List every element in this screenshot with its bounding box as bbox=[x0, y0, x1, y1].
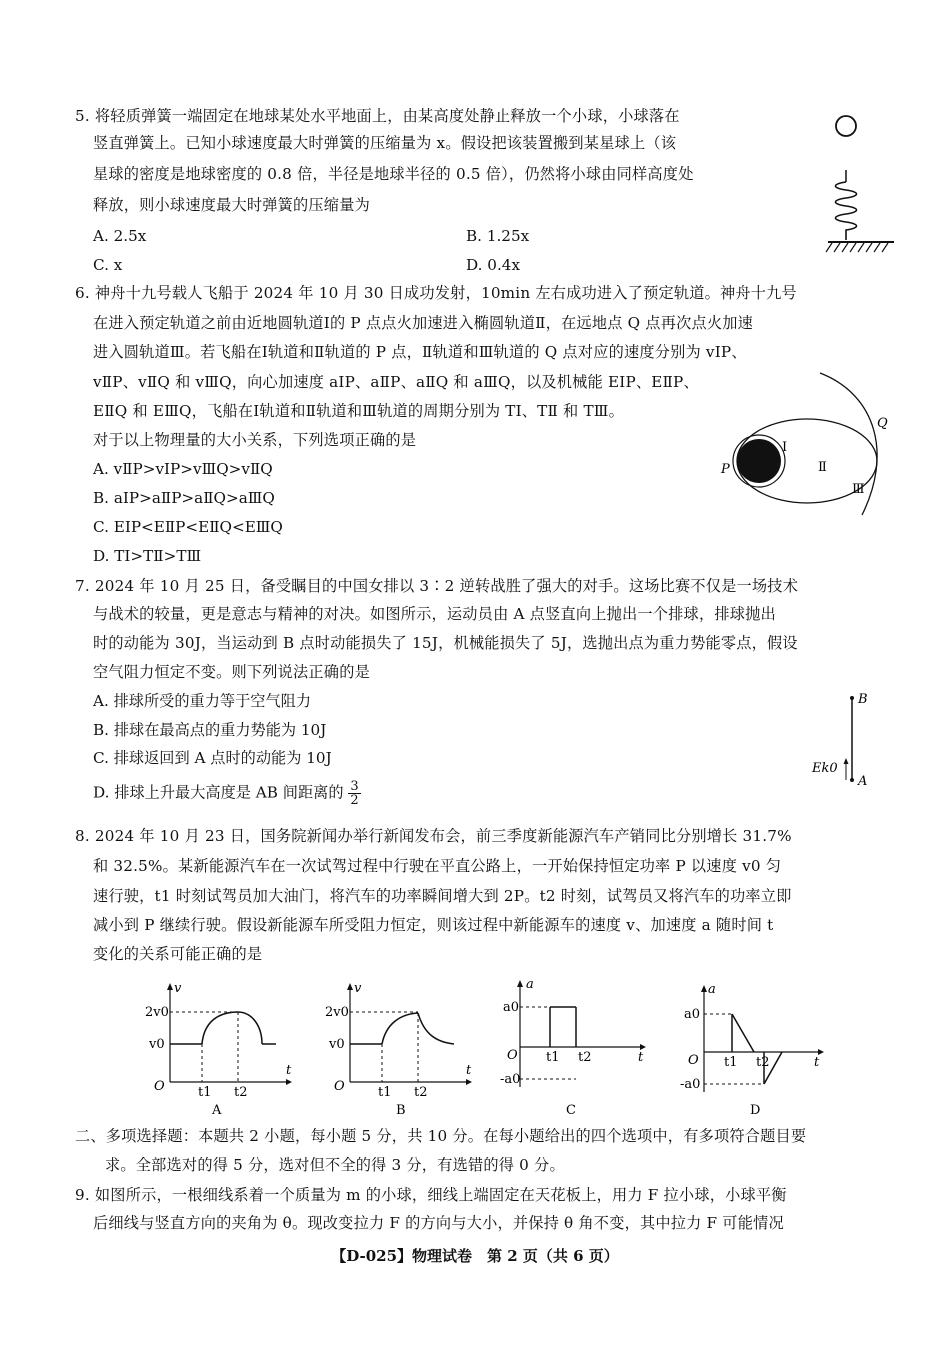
q6-option-a: A. vⅡP>vⅠP>vⅢQ>vⅡQ bbox=[93, 460, 273, 478]
q7-line-4: 空气阻力恒定不变。则下列说法正确的是 bbox=[93, 663, 370, 681]
spring-icon bbox=[836, 182, 857, 240]
q5-line-3: 星球的密度是地球密度的 0.8 倍，半径是地球半径的 0.5 倍），仍然将小球由同样高度处 bbox=[93, 165, 694, 183]
q7-fraction-numerator: 3 bbox=[350, 779, 359, 794]
label-t1: t1 bbox=[546, 1050, 560, 1065]
q7-option-c: C. 排球返回到 A 点时的动能为 10J bbox=[93, 749, 332, 767]
q5-option-c: C. x bbox=[93, 256, 123, 274]
q6-line-2: 在进入预定轨道之前由近地圆轨道Ⅰ的 P 点点火加速进入椭圆轨道Ⅱ，在远地点 Q 点再次点火加速 bbox=[93, 314, 754, 332]
label-t1: t1 bbox=[198, 1085, 212, 1100]
q7-option-a: A. 排球所受的重力等于空气阻力 bbox=[93, 692, 312, 710]
label-o: O bbox=[154, 1079, 165, 1094]
q6-line-3: 进入圆轨道Ⅲ。若飞船在Ⅰ轨道和Ⅱ轨道的 P 点，Ⅱ轨道和Ⅲ轨道的 Q 点对应的速度分别为 vⅠP、 bbox=[93, 343, 747, 361]
page-footer: 【D-025】物理试卷 第 2 页（共 6 页） bbox=[331, 1247, 619, 1265]
q5-option-b: B. 1.25x bbox=[466, 227, 530, 245]
label-ek0: Ek0 bbox=[812, 761, 838, 776]
q6-line-1: 6. 神舟十九号载人飞船于 2024 年 10 月 30 日成功发射，10min 左右成功进入了预定轨道。神舟十九号 bbox=[75, 284, 797, 302]
label-a: a bbox=[708, 982, 716, 997]
label-a: A bbox=[858, 774, 868, 789]
q5-spring-figure bbox=[822, 110, 902, 265]
earth-icon bbox=[737, 439, 781, 483]
label-o: O bbox=[507, 1048, 518, 1063]
label-t2: t2 bbox=[578, 1050, 592, 1065]
q6-option-c: C. EⅠP<EⅡP<EⅡQ<EⅢQ bbox=[93, 518, 283, 536]
label-a: a bbox=[526, 977, 534, 992]
q6-option-b: B. aⅠP>aⅡP>aⅡQ>aⅢQ bbox=[93, 489, 275, 507]
label-t: t bbox=[466, 1063, 472, 1078]
q6-line-4: vⅡP、vⅡQ 和 vⅢQ，向心加速度 aⅠP、aⅡP、aⅡQ 和 aⅢQ，以及机械能 EⅠP、EⅡP、 bbox=[93, 373, 699, 391]
q9-line-1: 9. 如图所示，一根细线系着一个质量为 m 的小球，细线上端固定在天花板上，用力 F 拉小球，小球平衡 bbox=[75, 1186, 787, 1204]
label-t: t bbox=[286, 1063, 292, 1078]
q8-line-2: 和 32.5%。某新能源汽车在一次试驾过程中行驶在平直公路上，一开始保持恒定功率 P 以速度 v0 匀 bbox=[93, 857, 782, 875]
q9-line-2: 后细线与竖直方向的夹角为 θ。现改变拉力 F 的方向与大小，并保持 θ 角不变，其中拉力 F 可能情况 bbox=[93, 1214, 784, 1232]
q8-line-5: 变化的关系可能正确的是 bbox=[93, 945, 263, 963]
q5-option-a: A. 2.5x bbox=[93, 227, 147, 245]
arrow-up-icon bbox=[844, 758, 849, 764]
q6-option-d: D. TⅠ>TⅡ>TⅢ bbox=[93, 547, 202, 565]
graph-letter-c: C bbox=[566, 1103, 576, 1118]
q7-line-1: 7. 2024 年 10 月 25 日，备受瞩目的中国女排以 3∶2 逆转战胜了强大的对手。这场比赛不仅是一场技术 bbox=[75, 577, 799, 595]
orbit-3-arc bbox=[820, 373, 877, 515]
q7-option-d bbox=[93, 780, 361, 807]
label-neg-a0: -a0 bbox=[500, 1072, 521, 1087]
q8-graph-b bbox=[320, 978, 480, 1118]
label-o: O bbox=[688, 1053, 699, 1068]
label-o: O bbox=[334, 1079, 345, 1094]
label-b: B bbox=[858, 692, 868, 707]
section-2-line-1: 二、多项选择题：本题共 2 小题，每小题 5 分，共 10 分。在每小题给出的四个选项中，有多项符合题目要 bbox=[75, 1127, 807, 1145]
label-v0: v0 bbox=[149, 1037, 165, 1052]
q6-line-5: EⅡQ 和 EⅢQ，飞船在Ⅰ轨道和Ⅱ轨道和Ⅲ轨道的周期分别为 TⅠ、TⅡ 和 TⅢ。 bbox=[93, 402, 625, 420]
section-2-line-2: 求。全部选对的得 5 分，选对但不全的得 3 分，有选错的得 0 分。 bbox=[105, 1156, 565, 1174]
graph-letter-a: A bbox=[212, 1103, 222, 1118]
label-2v0: 2v0 bbox=[145, 1005, 169, 1020]
graph-letter-b: B bbox=[396, 1103, 406, 1118]
label-v0: v0 bbox=[329, 1037, 345, 1052]
label-t1: t1 bbox=[724, 1055, 738, 1070]
label-p: P bbox=[721, 462, 730, 477]
label-t: t bbox=[638, 1050, 644, 1065]
q8-line-3: 速行驶，t1 时刻试驾员加大油门，将汽车的功率瞬间增大到 2P。t2 时刻，试驾员又将汽车的功率立即 bbox=[93, 887, 792, 905]
q5-line-1: 5. 将轻质弹簧一端固定在地球某处水平地面上，由某高度处静止释放一个小球，小球落在 bbox=[75, 107, 680, 125]
q8-line-4: 减小到 P 继续行驶。假设新能源车所受阻力恒定，则该过程中新能源车的速度 v、加速度 a 随时间 t bbox=[93, 916, 774, 934]
label-t2: t2 bbox=[756, 1055, 770, 1070]
q6-orbit-figure bbox=[712, 365, 902, 525]
label-orbit-2: Ⅱ bbox=[818, 460, 827, 475]
label-q: Q bbox=[877, 416, 888, 431]
label-orbit-3: Ⅲ bbox=[852, 482, 865, 497]
label-a0: a0 bbox=[503, 1000, 520, 1015]
label-t2: t2 bbox=[414, 1085, 428, 1100]
label-t: t bbox=[814, 1055, 820, 1070]
label-neg-a0: -a0 bbox=[680, 1077, 701, 1092]
label-orbit-1: Ⅰ bbox=[782, 440, 788, 455]
q8-graph-d bbox=[680, 980, 840, 1120]
q7-throw-figure bbox=[808, 688, 878, 793]
q7-option-d-text: D. 排球上升最大高度是 AB 间距离的 bbox=[93, 783, 344, 802]
q7-line-2: 与战术的较量，更是意志与精神的对决。如图所示，运动员由 A 点竖直向上抛出一个排球，排球抛出 bbox=[93, 605, 776, 623]
label-t1: t1 bbox=[378, 1085, 392, 1100]
ball-icon bbox=[836, 116, 856, 136]
label-t2: t2 bbox=[234, 1085, 248, 1100]
q7-option-b: B. 排球在最高点的重力势能为 10J bbox=[93, 721, 327, 739]
label-v: v bbox=[174, 981, 182, 996]
q8-graph-c bbox=[500, 975, 660, 1118]
q8-line-1: 8. 2024 年 10 月 23 日，国务院新闻办举行新闻发布会，前三季度新能源汽车产销同比分别增长 31.7% bbox=[75, 827, 792, 845]
q7-fraction bbox=[348, 780, 360, 807]
q6-line-6: 对于以上物理量的大小关系，下列选项正确的是 bbox=[93, 431, 417, 449]
q5-option-d: D. 0.4x bbox=[466, 256, 521, 274]
label-2v0: 2v0 bbox=[325, 1005, 349, 1020]
q7-line-3: 时的动能为 30J，当运动到 B 点时动能损失了 15J，机械能损失了 5J，选抛出点为重力势能零点，假设 bbox=[93, 634, 798, 652]
q5-line-2: 竖直弹簧上。已知小球速度最大时弹簧的压缩量为 x。假设把该装置搬到某星球上（该 bbox=[93, 134, 677, 152]
q7-fraction-denominator: 2 bbox=[350, 793, 359, 808]
label-v: v bbox=[354, 981, 362, 996]
q5-line-4: 释放，则小球速度最大时弹簧的压缩量为 bbox=[93, 196, 370, 214]
label-a0: a0 bbox=[684, 1007, 701, 1022]
q8-graph-a bbox=[140, 978, 300, 1118]
graph-letter-d: D bbox=[750, 1103, 761, 1118]
